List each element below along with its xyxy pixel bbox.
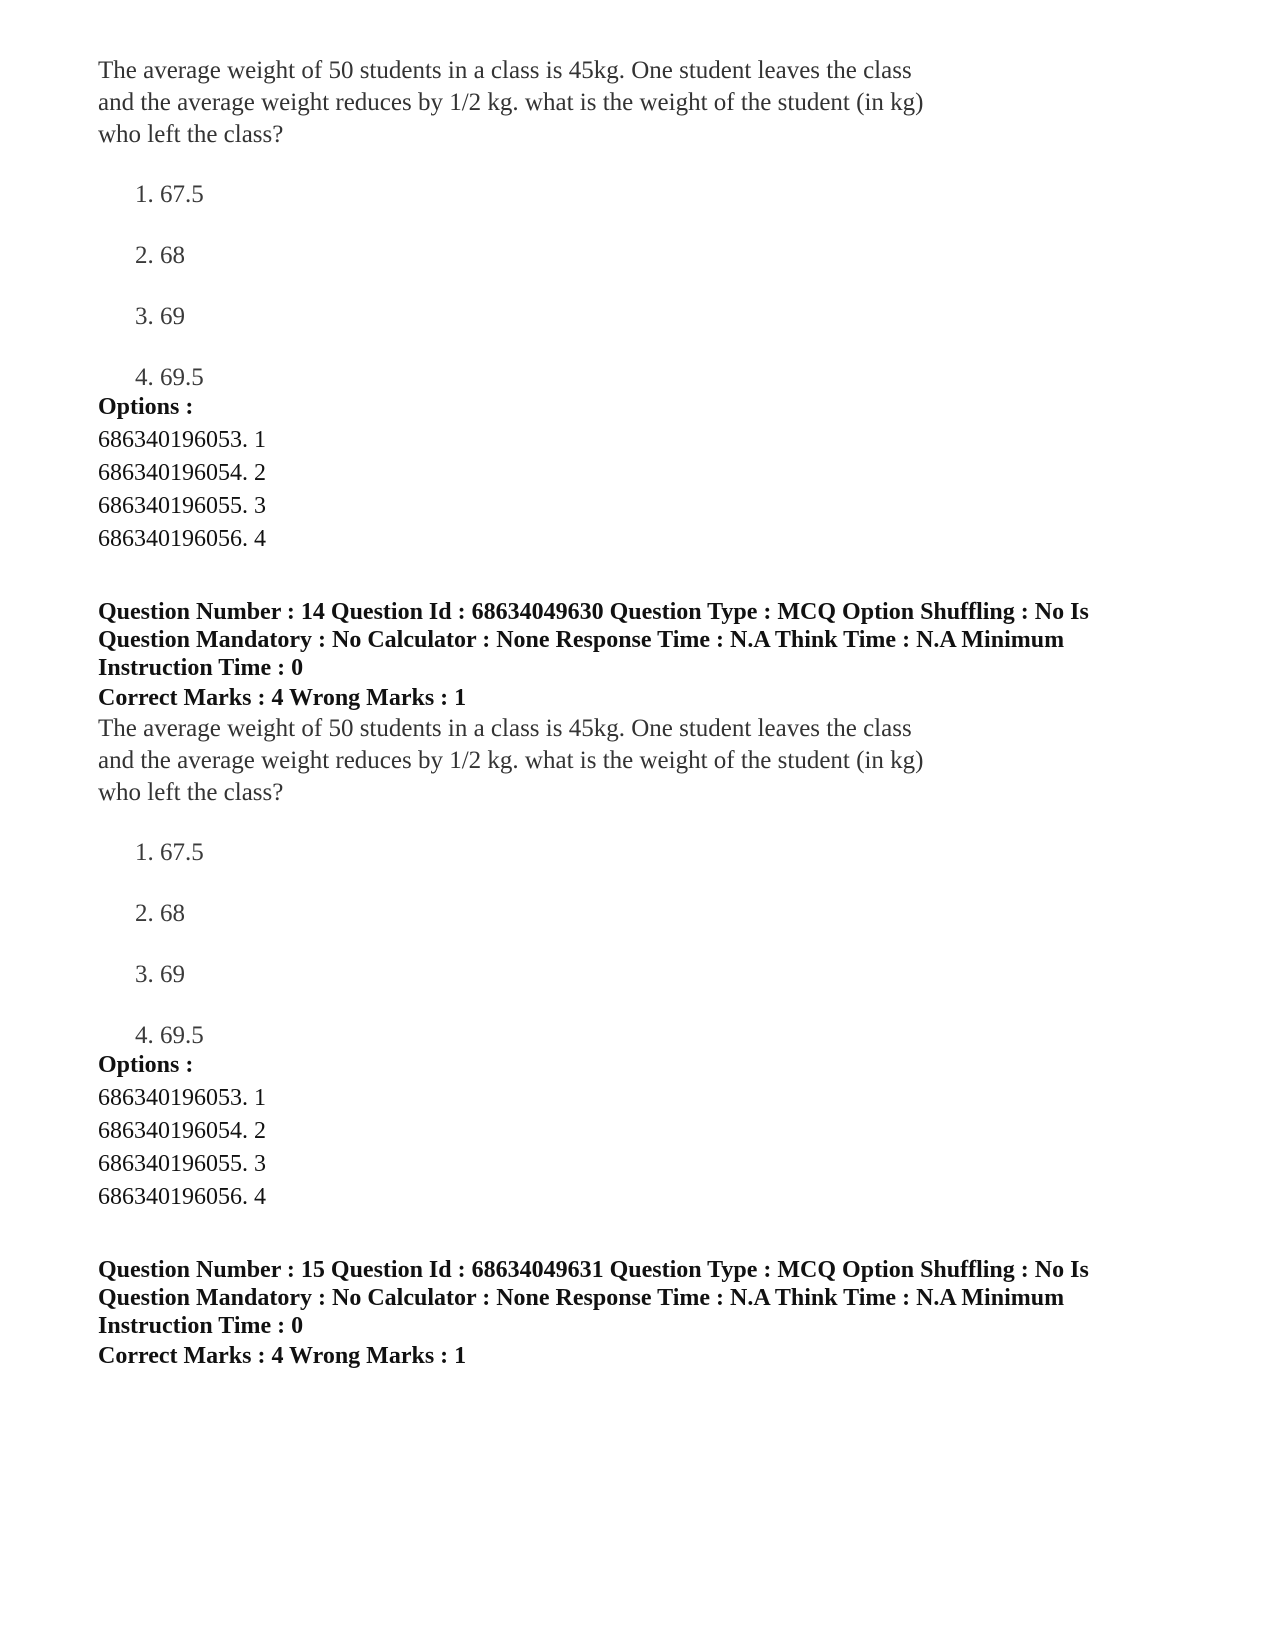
meta-line: Question Mandatory : No Calculator : None Response Time : N.A Think Time : N.A Minimum <box>98 1285 1065 1311</box>
option-id-line: 686340196053. 1 <box>98 1085 266 1111</box>
option-id-line: 686340196054. 2 <box>98 460 266 486</box>
choice-2: 2. 68 <box>135 900 185 927</box>
option-id-line: 686340196056. 4 <box>98 526 266 552</box>
meta-line: Instruction Time : 0 <box>98 1313 304 1339</box>
question-14-marks: Correct Marks : 4 Wrong Marks : 1 <box>98 685 467 711</box>
question-text-line: The average weight of 50 students in a class is 45kg. One student leaves the class <box>98 57 912 84</box>
options-label: Options : <box>98 394 194 420</box>
question-15-meta <box>98 1256 1178 1340</box>
question-text-line: and the average weight reduces by 1/2 kg. what is the weight of the student (in kg) <box>98 747 924 774</box>
options-label: Options : <box>98 1052 194 1078</box>
question-text-line: who left the class? <box>98 779 284 806</box>
option-id-line: 686340196055. 3 <box>98 1151 266 1177</box>
option-id-line: 686340196053. 1 <box>98 427 266 453</box>
question-14-meta <box>98 598 1178 682</box>
choice-1: 1. 67.5 <box>135 181 204 208</box>
question-text-line: and the average weight reduces by 1/2 kg. what is the weight of the student (in kg) <box>98 89 924 116</box>
option-id-line: 686340196054. 2 <box>98 1118 266 1144</box>
meta-line: Question Mandatory : No Calculator : None Response Time : N.A Think Time : N.A Minimum <box>98 627 1065 653</box>
question-13-text <box>98 55 1028 151</box>
choice-1: 1. 67.5 <box>135 839 204 866</box>
choice-3: 3. 69 <box>135 961 185 988</box>
question-text-line: who left the class? <box>98 121 284 148</box>
meta-line: Instruction Time : 0 <box>98 655 304 681</box>
choice-2: 2. 68 <box>135 242 185 269</box>
choice-4: 4. 69.5 <box>135 364 204 391</box>
question-15-marks: Correct Marks : 4 Wrong Marks : 1 <box>98 1343 467 1369</box>
option-id-line: 686340196056. 4 <box>98 1184 266 1210</box>
question-text-line: The average weight of 50 students in a class is 45kg. One student leaves the class <box>98 715 912 742</box>
question-14-text <box>98 713 1028 809</box>
meta-line: Question Number : 14 Question Id : 68634049630 Question Type : MCQ Option Shuffling : No Is <box>98 599 1089 625</box>
choice-4: 4. 69.5 <box>135 1022 204 1049</box>
meta-line: Question Number : 15 Question Id : 68634049631 Question Type : MCQ Option Shuffling : No Is <box>98 1257 1089 1283</box>
choice-3: 3. 69 <box>135 303 185 330</box>
option-id-line: 686340196055. 3 <box>98 493 266 519</box>
